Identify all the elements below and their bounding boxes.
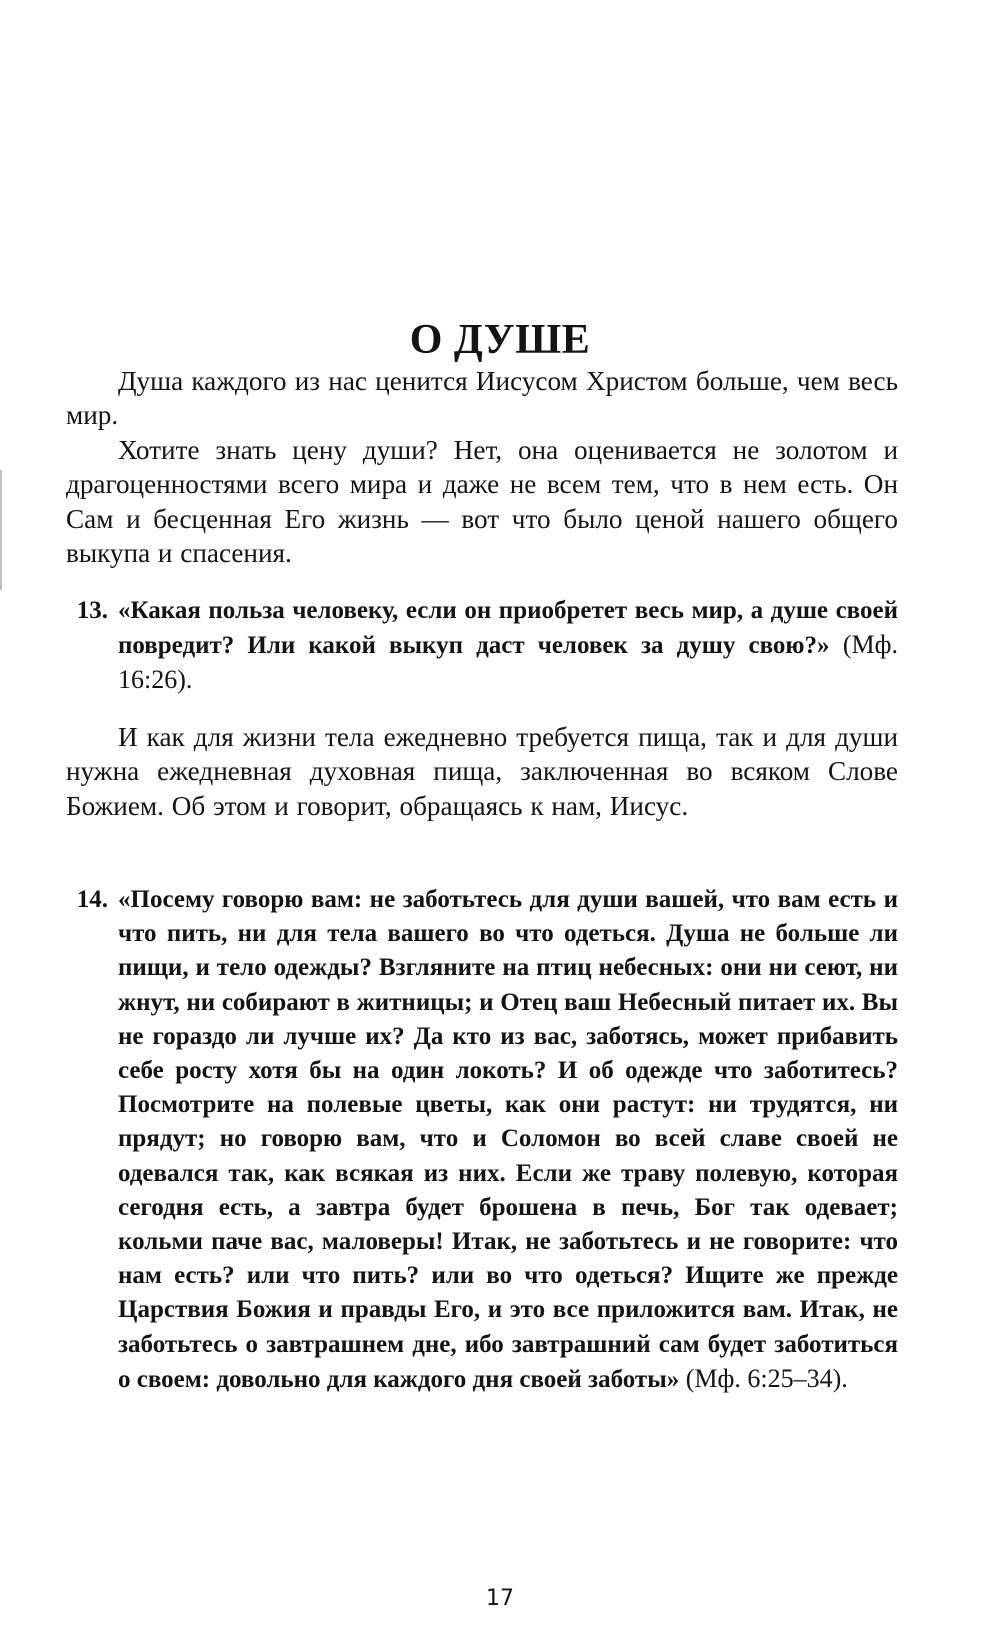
quote-13: [76, 594, 899, 699]
paragraph-2: Хотите знать цену души? Нет, она оценивается не золотом и драгоценностями всего мира и даже не всем тем, что в нем есть. Он Сам и бесценная Его жизнь — вот что было ценой нашего общего выкупа и спасения.: [66, 435, 898, 569]
quote-reference: (Мф. 16:26).: [118, 630, 899, 695]
page-edge-shadow: [0, 470, 2, 590]
chapter-title: О ДУШЕ: [409, 317, 591, 364]
quote-reference: (Мф. 6:25–34).: [679, 1363, 848, 1393]
quote-number: 14.: [76, 886, 108, 913]
quote-number: 13.: [76, 597, 108, 624]
quote-text: «Какая польза человеку, если он приобретет весь мир, а душе своей повредит? Или какой выкуп даст человек за душу свою?»: [118, 597, 898, 660]
quote-14: [76, 883, 898, 1397]
paragraph-1: Душа каждого из нас ценится Иисусом Христом больше, чем весь мир.: [66, 366, 898, 431]
quote-text: «Посему говорю вам: не заботьтесь для души вашей, что вам есть и что пить, ни для тела вашего во что одеться. Душа не больше ли пищи, и тело одежды? Взгляните на птиц небесных: они ни сеют, ни жнут, ни собирают в житницы; и Отец ваш Небесный питает их. Вы не гораздо ли лучше их? Да кто из вас, заботясь, может прибавить себе росту хотя бы на один локоть? И об одежде что заботитесь? Посмотрите на полевые цветы, как они растут: ни трудятся, ни прядут; но говорю вам, что и Соломон во всей славе своей не одевался так, как всякая из них. Если же траву полевую, которая сегодня есть, а завтра будет брошена в печь, Бог так одевает; кольми паче вас, маловеры! Итак, не заботьтесь и не говорите: что нам есть? или что пить? или во что одеться? Ищите же прежде Царствия Божия и правды Его, и это все приложится вам. Итак, не заботьтесь о завтрашнем дне, ибо завтрашний сам будет заботиться о своем: довольно для каждого дня своей заботы»: [118, 886, 898, 1393]
paragraph-3: И как для жизни тела ежедневно требуется пища, так и для души нужна ежедневная духовная пища, заключенная во всяком Слове Божием. Об этом и говорит, обращаясь к нам, Иисус.: [66, 722, 898, 821]
page-number: 17: [486, 1586, 514, 1611]
